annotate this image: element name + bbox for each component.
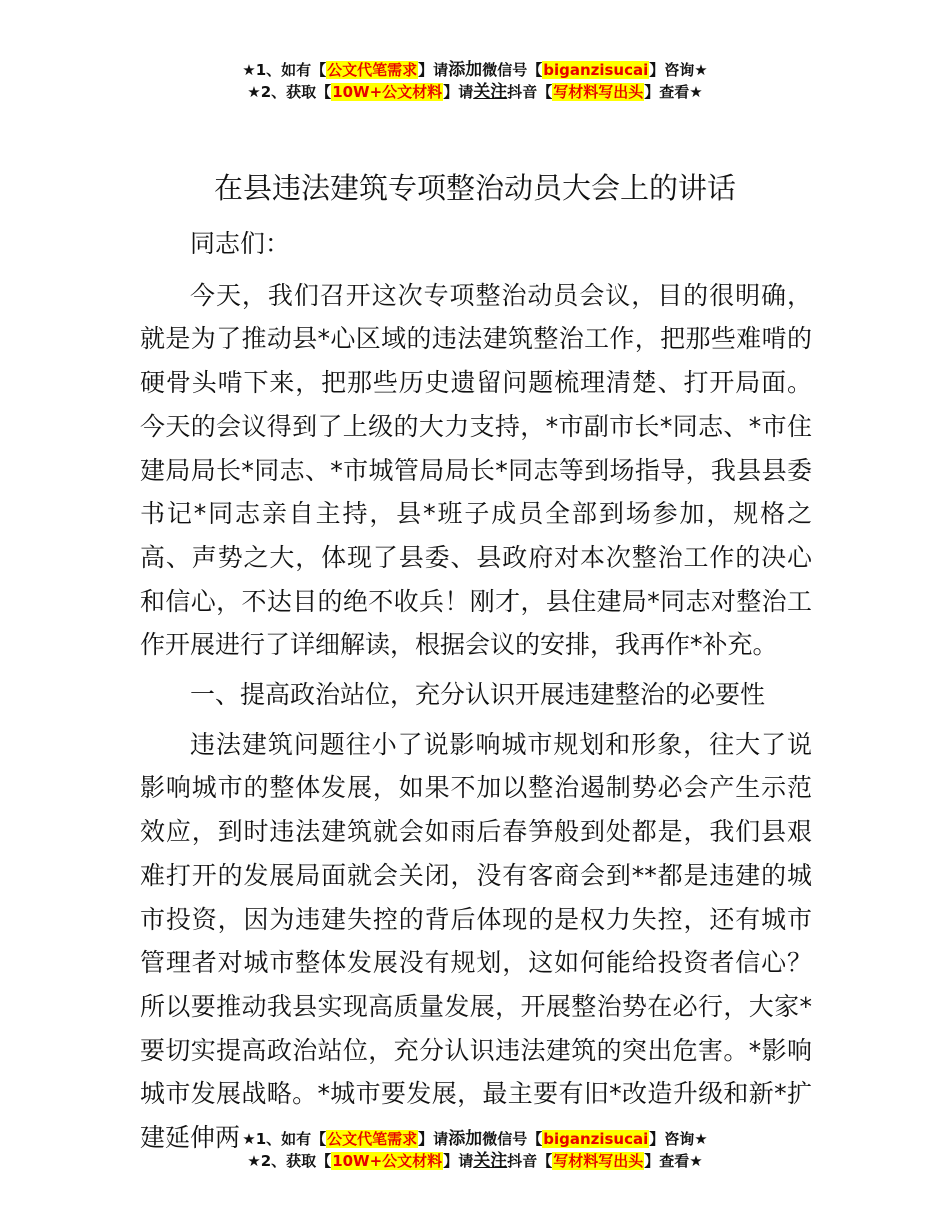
banner-text: ★1、如有【 — [242, 1130, 327, 1148]
paragraph: 今天，我们召开这次专项整治动员会议，目的很明确，就是为了推动县*心区域的违法建筑整治工作，把那些难啃的硬骨头啃下来，把那些历史遗留问题梳理清楚、打开局面。今天的会议得到了上级的大力支持，*市副市长*同志、*市住建局局长*同志、*市城管局局长*同志等到场指导，我县县委书记*同志亲自主持，县*班子成员全部到场参加，规格之高、声势之大，体现了县委、县政府对本次整治工作的决心和信心，不达目的绝不收兵！刚才，县住建局*同志对整治工作开展进行了详细解读，根据会议的安排，我再作*补充。 — [140, 280, 812, 660]
banner-text: 】咨询★ — [649, 61, 708, 79]
banner-highlight: 10W+公文材料 — [332, 83, 443, 101]
banner-text: 】查看★ — [644, 83, 703, 101]
banner-emphasis: 关注 — [473, 1151, 508, 1171]
banner-text: 】查看★ — [644, 1152, 703, 1170]
paragraph: 违法建筑问题往小了说影响城市规划和形象，往大了说影响城市的整体发展，如果不加以整治遏制势必会产生示范效应，到时违法建筑就会如雨后春笋般到处都是，我们县艰难打开的发展局面就会关闭，没有客商会到**都是违建的城市投资，因为违建失控的背后体现的是权力失控，还有城市管理者对城市整体发展没有规划，这如何能给投资者信心？所以要推动我县实现高质量发展，开展整治势在必行，大家*要切实提高政治站位，充分认识违法建筑的突出危害。*影响城市发展战略。*城市要发展，最主要有旧*改造升级和新*扩建延伸两 — [140, 729, 812, 1153]
banner-line-1 — [0, 59, 950, 81]
section-heading: 一、提高政治站位，充分认识开展违建整治的必要性 — [190, 680, 766, 710]
document-title: 在县违法建筑专项整治动员大会上的讲话 — [213, 171, 736, 205]
banner-text: ★2、获取【 — [247, 1152, 332, 1170]
banner-text: 微信号【 — [482, 1130, 543, 1148]
banner-highlight: 写材料写出头 — [553, 1152, 644, 1170]
banner-text: 】请 — [418, 61, 449, 79]
banner-text: 】请 — [443, 1152, 474, 1170]
banner-text: 抖音【 — [507, 1152, 553, 1170]
banner-text: 】咨询★ — [649, 1130, 708, 1148]
banner-line-2 — [0, 81, 950, 103]
document-body — [140, 222, 812, 1160]
banner-line-2 — [0, 1150, 950, 1172]
footer-banner — [0, 1128, 950, 1172]
header-banner — [0, 59, 950, 103]
banner-highlight: biganzisucai — [543, 61, 649, 79]
banner-text: ★1、如有【 — [242, 61, 327, 79]
banner-highlight: 公文代笔需求 — [327, 1130, 418, 1148]
salutation: 同志们： — [190, 229, 291, 258]
banner-highlight: 10W+公文材料 — [332, 1152, 443, 1170]
banner-text: 】请 — [443, 83, 474, 101]
banner-highlight: 公文代笔需求 — [327, 61, 418, 79]
banner-emphasis: 添加 — [448, 1129, 483, 1149]
banner-line-1 — [0, 1128, 950, 1150]
banner-text: 微信号【 — [482, 61, 543, 79]
banner-highlight: biganzisucai — [543, 1130, 649, 1148]
banner-highlight: 写材料写出头 — [553, 83, 644, 101]
banner-text: ★2、获取【 — [247, 83, 332, 101]
banner-text: 抖音【 — [507, 83, 553, 101]
banner-emphasis: 关注 — [473, 82, 508, 102]
banner-emphasis: 添加 — [448, 60, 483, 80]
banner-text: 】请 — [418, 1130, 449, 1148]
